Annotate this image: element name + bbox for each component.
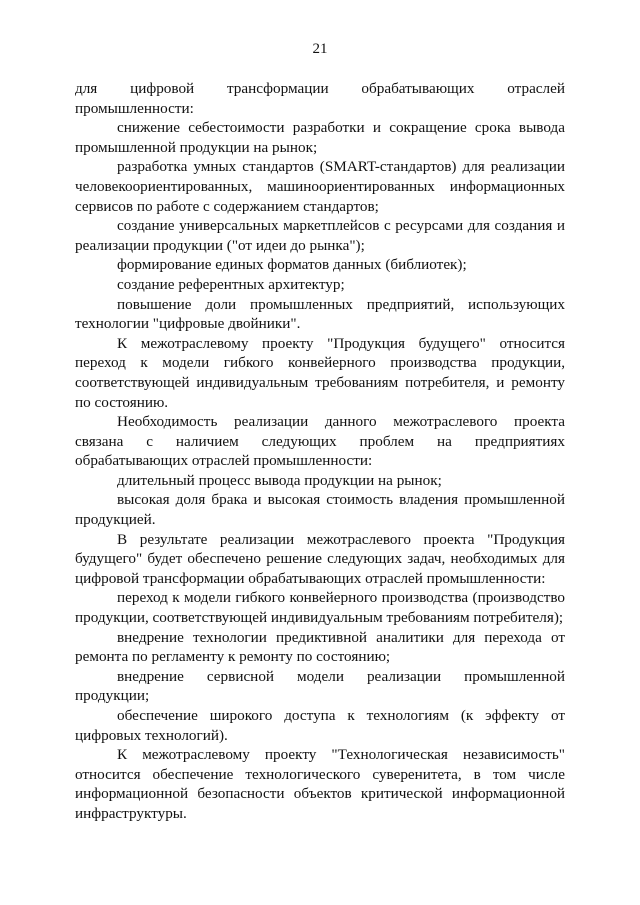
list-item: создание универсальных маркетплейсов с ресурсами для создания и реализации продукции ("от идеи до рынка"); [75, 217, 565, 254]
paragraph: К межотраслевому проекту "Продукция будущего" относится переход к модели гибкого конвейерного производства продукции, соответствующей индивидуальным требованиям потребителя, и ремонту по состоянию. [75, 334, 565, 411]
list-item: разработка умных стандартов (SMART-стандартов) для реализации человекоориентированных, машиноориентированных информационных сервисов по работе с содержанием стандартов; [75, 158, 565, 215]
paragraph: К межотраслевому проекту "Технологическая независимость" относится обеспечение технологического суверенитета, в том числе информационной безопасности объектов критической информационной инфраструктуры. [75, 746, 565, 822]
paragraph-intro: для цифровой трансформации обрабатывающих отраслей промышленности: [75, 80, 565, 117]
list-item: обеспечение широкого доступа к технологиям (к эффекту от цифровых технологий). [75, 707, 565, 744]
list-item: высокая доля брака и высокая стоимость владения промышленной продукцией. [75, 491, 565, 529]
list-item: повышение доли промышленных предприятий, использующих технологии "цифровые двойники". [75, 295, 565, 333]
list-item: создание референтных архитектур; [117, 275, 345, 293]
page-number: 21 [312, 41, 328, 57]
list-item: снижение себестоимости разработки и сокращение срока вывода промышленной продукции на рынок; [75, 119, 565, 156]
paragraph: В результате реализации межотраслевого проекта "Продукция будущего" будет обеспечено решение следующих задач, необходимых для цифровой трансформации обрабатывающих отраслей промышленности: [75, 530, 565, 587]
list-item: внедрение сервисной модели реализации промышленной продукции; [75, 667, 565, 705]
paragraph: Необходимость реализации данного межотраслевого проекта связана с наличием следующих проблем на предприятиях обрабатывающих отраслей промышленности: [75, 413, 565, 470]
list-item: переход к модели гибкого конвейерного производства (производство продукции, соответствующей индивидуальным требованиям потребителя); [75, 589, 565, 627]
list-item: внедрение технологии предиктивной аналитики для перехода от ремонта по регламенту к ремонту по состоянию; [75, 628, 565, 666]
list-item: длительный процесс вывода продукции на рынок; [117, 471, 442, 489]
list-item: формирование единых форматов данных (библиотек); [117, 256, 467, 274]
body-text [75, 79, 565, 824]
